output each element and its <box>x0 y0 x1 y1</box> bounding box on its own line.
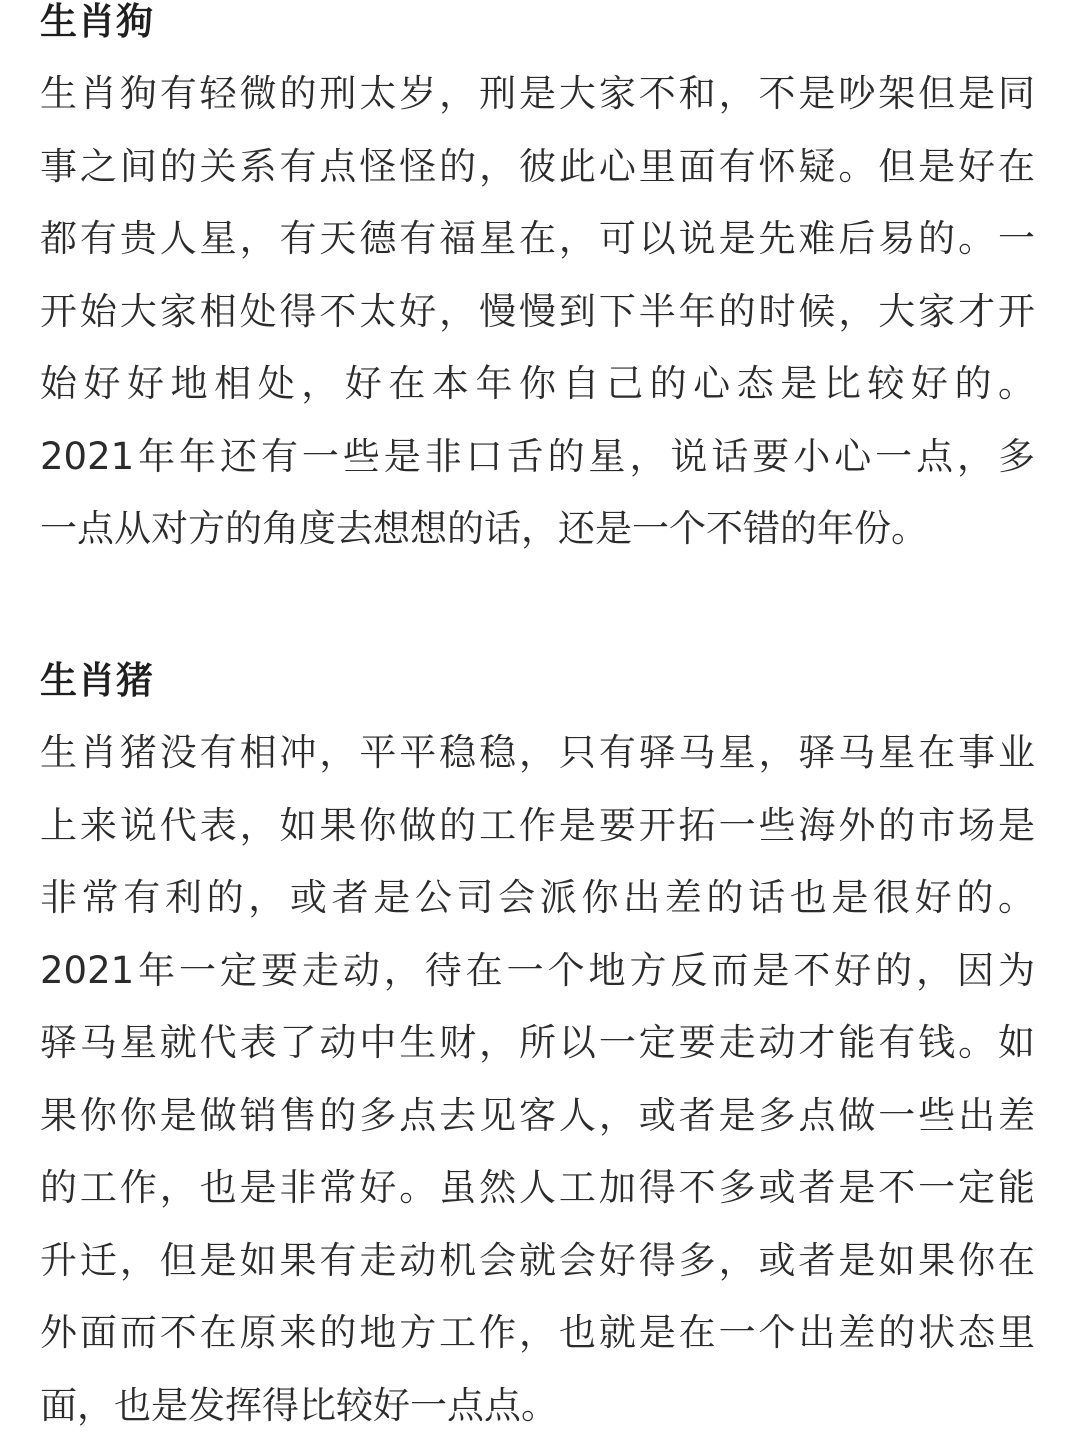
section-dog <box>40 0 1035 566</box>
text-line: 开始大家相处得不太好，慢慢到下半年的时候，大家才开 <box>40 276 1035 349</box>
text-line: 一点从对方的角度去想想的话，还是一个不错的年份。 <box>40 493 1035 566</box>
text-line: 非常有利的，或者是公司会派你出差的话也是很好的。 <box>40 862 1035 935</box>
text-line: 外面而不在原来的地方工作，也就是在一个出差的状态里 <box>40 1297 1035 1370</box>
text-line: 事之间的关系有点怪怪的，彼此心里面有怀疑。但是好在 <box>40 131 1035 204</box>
text-line: 都有贵人星，有天德有福星在，可以说是先难后易的。一 <box>40 203 1035 276</box>
text-line: 升迁，但是如果有走动机会就会好得多，或者是如果你在 <box>40 1225 1035 1298</box>
text-line: 始好好地相处，好在本年你自己的心态是比较好的。 <box>40 348 1035 421</box>
text-line: 生肖狗有轻微的刑太岁，刑是大家不和，不是吵架但是同 <box>40 58 1035 131</box>
section-paragraph <box>40 717 1035 1442</box>
section-paragraph <box>40 58 1035 566</box>
text-line: 驿马星就代表了动中生财，所以一定要走动才能有钱。如 <box>40 1007 1035 1080</box>
section-heading: 生肖狗 <box>40 0 1035 58</box>
text-line: 果你你是做销售的多点去见客人，或者是多点做一些出差 <box>40 1080 1035 1153</box>
section-heading: 生肖猪 <box>40 645 1035 717</box>
text-line: 的工作，也是非常好。虽然人工加得不多或者是不一定能 <box>40 1152 1035 1225</box>
text-line: 面，也是发挥得比较好一点点。 <box>40 1370 1035 1442</box>
text-line: 上来说代表，如果你做的工作是要开拓一些海外的市场是 <box>40 790 1035 863</box>
text-line: 2021年年还有一些是非口舌的星，说话要小心一点，多 <box>40 421 1035 494</box>
section-pig <box>40 645 1035 1442</box>
text-line: 2021年一定要走动，待在一个地方反而是不好的，因为 <box>40 935 1035 1008</box>
text-line: 生肖猪没有相冲，平平稳稳，只有驿马星，驿马星在事业 <box>40 717 1035 790</box>
